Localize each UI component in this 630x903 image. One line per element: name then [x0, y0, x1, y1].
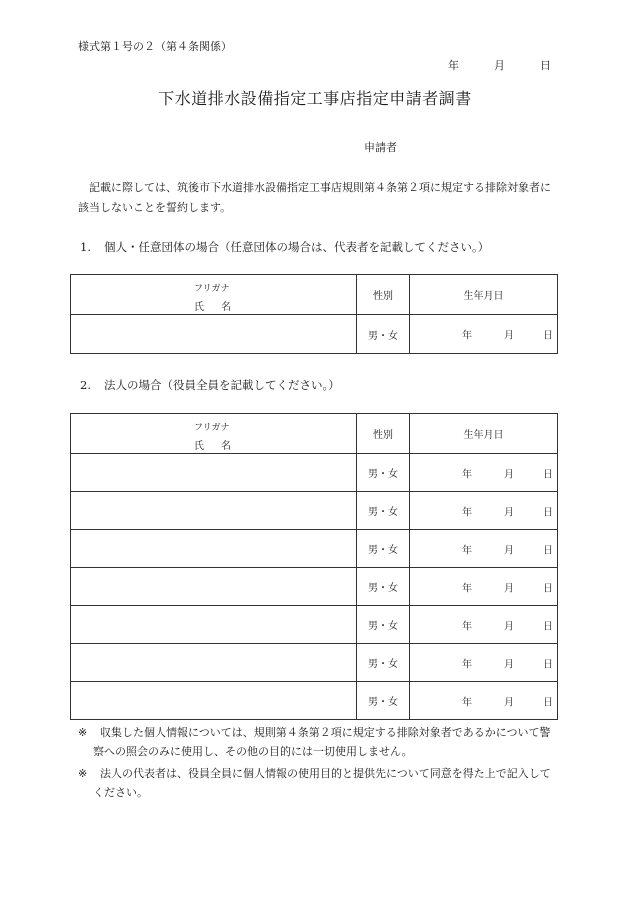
section-2-heading: [80, 377, 340, 393]
name-entry-cell[interactable]: [71, 454, 357, 492]
date-year-label: 年: [448, 59, 459, 72]
gender-choice[interactable]: 男・女: [357, 530, 410, 568]
name-label: 氏 名: [194, 302, 231, 313]
note-1-line-2: 察への照会のみに使用し、その他の目的には一切使用しません。: [93, 745, 413, 758]
note-2-line-1: 法人の代表者は、役員全員に個人情報の使用目的と提供先について同意を得た上で記入して: [100, 767, 551, 780]
gender-choice[interactable]: 男・女: [357, 315, 410, 354]
table-row: [71, 530, 558, 568]
note-1-line-1: 収集した個人情報については、規則第４条第２項に規定する排除対象者であるかについて警: [100, 726, 551, 739]
date-header: [448, 57, 551, 73]
gender-choice[interactable]: 男・女: [357, 492, 410, 530]
table-row: [71, 644, 558, 682]
gender-choice[interactable]: 男・女: [357, 568, 410, 606]
corporate-officers-table: [70, 413, 558, 720]
applicant-label: 申請者: [364, 141, 397, 154]
table-header-row: [71, 275, 558, 315]
birthdate-header: 生年月日: [410, 414, 558, 454]
representative-note: [78, 764, 558, 802]
section-1-heading: [80, 239, 489, 255]
section-1-number: 1.: [80, 240, 91, 254]
note-mark: ※: [78, 726, 88, 739]
name-label: 氏 名: [194, 441, 231, 452]
gender-choice[interactable]: 男・女: [357, 682, 410, 720]
date-month-label: 月: [494, 59, 505, 72]
document-title: 下水道排水設備指定工事店指定申請者調書: [158, 89, 472, 108]
note-2-line-2: ください。: [93, 786, 148, 799]
gender-choice[interactable]: 男・女: [357, 606, 410, 644]
furigana-label: フリガナ: [194, 423, 230, 433]
name-entry-cell[interactable]: [71, 568, 357, 606]
gender-header: 性別: [357, 275, 410, 315]
section-2-text: 法人の場合（役員全員を記載してください。）: [104, 378, 340, 392]
pledge-line-2: 該当しないことを誓約します。: [78, 201, 232, 214]
section-1-text: 個人・任意団体の場合（任意団体の場合は、代表者を記載してください。）: [104, 240, 490, 254]
name-header-cell: [71, 414, 357, 454]
birthdate-entry-cell[interactable]: 年 月 日: [410, 454, 558, 492]
furigana-label: フリガナ: [194, 284, 230, 294]
name-entry-cell[interactable]: [71, 682, 357, 720]
table-row: [71, 606, 558, 644]
birthdate-entry-cell[interactable]: 年 月 日: [410, 568, 558, 606]
date-day-label: 日: [540, 59, 551, 72]
name-entry-cell[interactable]: [71, 606, 357, 644]
birthdate-entry-cell[interactable]: 年 月 日: [410, 530, 558, 568]
birthdate-entry-cell[interactable]: 年 月 日: [410, 644, 558, 682]
pledge-line-1: 記載に際しては、筑後市下水道排水設備指定工事店規則第４条第２項に規定する排除対象者に: [89, 181, 551, 194]
name-entry-cell[interactable]: [71, 492, 357, 530]
privacy-note: [78, 723, 558, 761]
birthdate-header: 生年月日: [410, 275, 558, 315]
gender-choice[interactable]: 男・女: [357, 644, 410, 682]
gender-header: 性別: [357, 414, 410, 454]
table-row: [71, 568, 558, 606]
name-entry-cell[interactable]: [71, 644, 357, 682]
pledge-paragraph: [78, 178, 558, 218]
birthdate-entry-cell[interactable]: 年 月 日: [410, 315, 558, 354]
section-2-number: 2.: [80, 378, 91, 392]
table-row: [71, 682, 558, 720]
name-header-cell: [71, 275, 357, 315]
birthdate-entry-cell[interactable]: 年 月 日: [410, 682, 558, 720]
table-row: [71, 454, 558, 492]
form-number: 様式第１号の２（第４条関係）: [78, 40, 232, 53]
table-row: [71, 492, 558, 530]
name-entry-cell[interactable]: [71, 315, 357, 354]
table-header-row: [71, 414, 558, 454]
birthdate-entry-cell[interactable]: 年 月 日: [410, 492, 558, 530]
note-mark: ※: [78, 767, 88, 780]
table-row: [71, 315, 558, 354]
gender-choice[interactable]: 男・女: [357, 454, 410, 492]
name-entry-cell[interactable]: [71, 530, 357, 568]
birthdate-entry-cell[interactable]: 年 月 日: [410, 606, 558, 644]
individual-table: [70, 274, 558, 354]
